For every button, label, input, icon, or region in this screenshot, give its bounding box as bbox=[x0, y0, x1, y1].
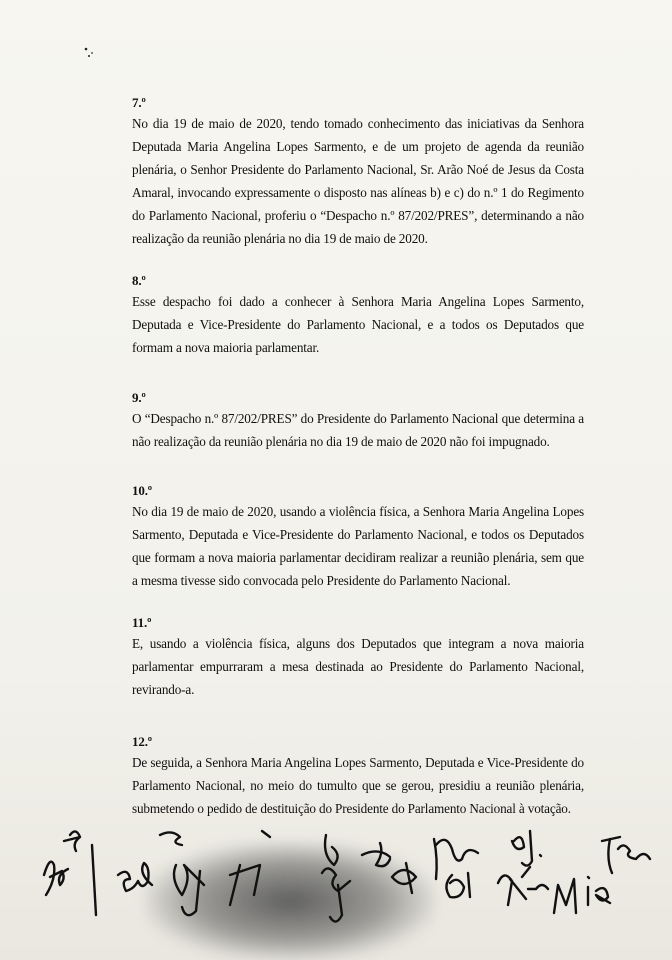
article-number: 7.º bbox=[132, 95, 146, 110]
article-7 bbox=[132, 94, 584, 250]
article-text: No dia 19 de maio de 2020, tendo tomado conhecimento das iniciativas da Senhora Deputada Maria Angelina Lopes Sarmento, e de um projeto de agenda da reunião plenária, o Senhor Presidente do Parlamento Nacional, Sr. Arão Noé de Jesus da Costa Amaral, invocando expressamente o disposto nas alíneas b) e c) do n.º 1 do Regimento do Parlamento Nacional, proferiu o “Despacho n.º 87/202/PRES”, determinando a não realização da reunião plenária no dia 19 de maio de 2020. bbox=[132, 116, 584, 246]
article-text: Esse despacho foi dado a conhecer à Senhora Maria Angelina Lopes Sarmento, Deputada e Vice-Presidente do Parlamento Nacional, e a todos os Deputados que formam a nova maioria parlamentar. bbox=[132, 294, 584, 355]
article-number: 9.º bbox=[132, 390, 146, 405]
article-8 bbox=[132, 272, 584, 359]
article-number: 11.º bbox=[132, 615, 152, 630]
article-10 bbox=[132, 482, 584, 592]
article-9 bbox=[132, 389, 584, 453]
article-text: O “Despacho n.º 87/202/PRES” do Presidente do Parlamento Nacional que determina a não realização da reunião plenária no dia 19 de maio de 2020 não foi impugnado. bbox=[132, 411, 584, 449]
article-number: 12.º bbox=[132, 734, 152, 749]
article-text: E, usando a violência física, alguns dos Deputados que integram a nova maioria parlamentar empurraram a mesa destinada ao Presidente do Parlamento Nacional, revirando-a. bbox=[132, 636, 584, 697]
article-11 bbox=[132, 614, 584, 701]
article-text: De seguida, a Senhora Maria Angelina Lopes Sarmento, Deputada e Vice-Presidente do Parlamento Nacional, no meio do tumulto que se gerou, presidiu a reunião plenária, submetendo o pedido de destituição do Presidente do Parlamento Nacional à votação. bbox=[132, 755, 584, 816]
handwritten-signatures bbox=[0, 815, 672, 960]
article-12 bbox=[132, 733, 584, 820]
article-number: 8.º bbox=[132, 273, 146, 288]
article-text: No dia 19 de maio de 2020, usando a violência física, a Senhora Maria Angelina Lopes Sarmento, Deputada e Vice-Presidente do Parlamento Nacional, e todos os Deputados que formam a nova maioria parlamentar decidiram realizar a reunião plenária, sem que a mesma tivesse sido convocada pelo Presidente do Parlamento Nacional. bbox=[132, 504, 584, 588]
article-number: 10.º bbox=[132, 483, 152, 498]
scan-speck-marks bbox=[78, 44, 108, 64]
